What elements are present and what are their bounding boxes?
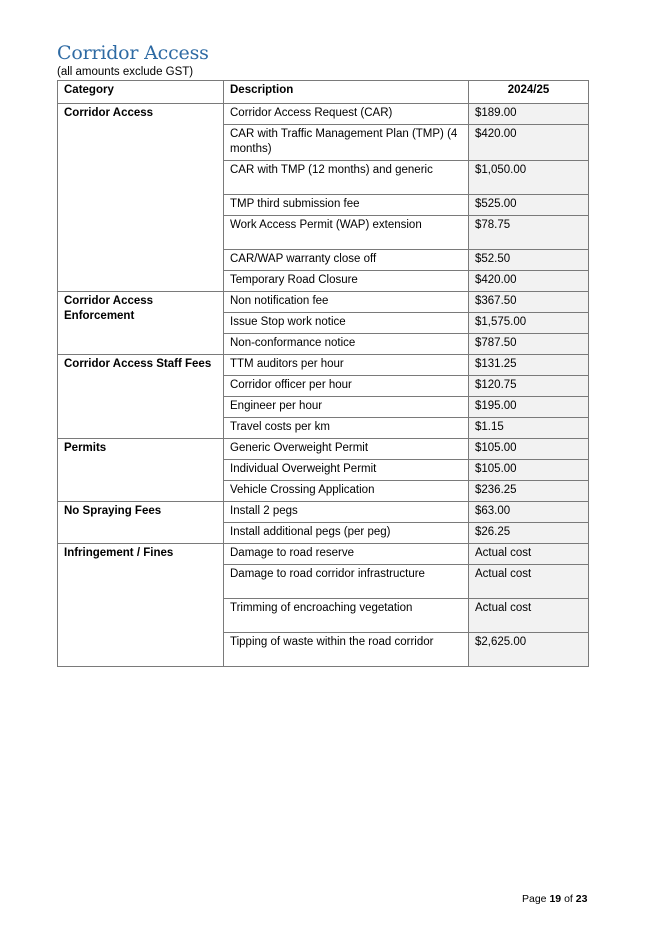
- description-cell: Non notification fee: [224, 292, 469, 313]
- fees-table-body: [58, 104, 589, 667]
- description-cell: Generic Overweight Permit: [224, 439, 469, 460]
- amount-cell: $105.00: [469, 460, 589, 481]
- category-cell: Corridor Access Staff Fees: [58, 355, 224, 439]
- amount-cell: $26.25: [469, 523, 589, 544]
- gst-note: (all amounts exclude GST): [57, 66, 194, 78]
- description-cell: CAR with Traffic Management Plan (TMP) (4 months): [224, 125, 469, 161]
- description-cell: TTM auditors per hour: [224, 355, 469, 376]
- description-cell: Work Access Permit (WAP) extension: [224, 216, 469, 250]
- amount-cell: $131.25: [469, 355, 589, 376]
- amount-cell: $63.00: [469, 502, 589, 523]
- description-cell: Tipping of waste within the road corridor: [224, 633, 469, 667]
- amount-cell: Actual cost: [469, 544, 589, 565]
- amount-cell: $367.50: [469, 292, 589, 313]
- amount-cell: Actual cost: [469, 599, 589, 633]
- description-cell: Non-conformance notice: [224, 334, 469, 355]
- amount-cell: $189.00: [469, 104, 589, 125]
- amount-cell: $105.00: [469, 439, 589, 460]
- description-cell: Install 2 pegs: [224, 502, 469, 523]
- amount-cell: $195.00: [469, 397, 589, 418]
- description-cell: Engineer per hour: [224, 397, 469, 418]
- description-cell: TMP third submission fee: [224, 195, 469, 216]
- page-number: 19: [549, 893, 562, 905]
- description-cell: Install additional pegs (per peg): [224, 523, 469, 544]
- fees-table: [57, 80, 589, 667]
- table-row: [58, 439, 589, 460]
- description-cell: Individual Overweight Permit: [224, 460, 469, 481]
- amount-cell: $52.50: [469, 250, 589, 271]
- category-cell: Corridor Access Enforcement: [58, 292, 224, 355]
- amount-cell: $78.75: [469, 216, 589, 250]
- header-category: Category: [58, 81, 224, 104]
- amount-cell: $787.50: [469, 334, 589, 355]
- amount-cell: Actual cost: [469, 565, 589, 599]
- table-header-row: [58, 81, 589, 104]
- category-cell: Corridor Access: [58, 104, 224, 292]
- amount-cell: $525.00: [469, 195, 589, 216]
- table-row: [58, 502, 589, 523]
- table-row: [58, 355, 589, 376]
- category-cell: Permits: [58, 439, 224, 502]
- description-cell: Corridor officer per hour: [224, 376, 469, 397]
- description-cell: CAR with TMP (12 months) and generic: [224, 161, 469, 195]
- amount-cell: $420.00: [469, 125, 589, 161]
- total-pages: 23: [575, 893, 588, 905]
- description-cell: Trimming of encroaching vegetation: [224, 599, 469, 633]
- table-row: [58, 104, 589, 125]
- header-year: 2024/25: [469, 81, 589, 104]
- description-cell: Corridor Access Request (CAR): [224, 104, 469, 125]
- amount-cell: $1.15: [469, 418, 589, 439]
- description-cell: Damage to road corridor infrastructure: [224, 565, 469, 599]
- description-cell: CAR/WAP warranty close off: [224, 250, 469, 271]
- category-cell: Infringement / Fines: [58, 544, 224, 667]
- page-label: Page: [522, 893, 547, 905]
- of-label: of: [564, 893, 573, 905]
- amount-cell: $2,625.00: [469, 633, 589, 667]
- amount-cell: $1,050.00: [469, 161, 589, 195]
- description-cell: Damage to road reserve: [224, 544, 469, 565]
- category-cell: No Spraying Fees: [58, 502, 224, 544]
- description-cell: Travel costs per km: [224, 418, 469, 439]
- page-title: Corridor Access: [57, 42, 209, 64]
- amount-cell: $120.75: [469, 376, 589, 397]
- table-row: [58, 544, 589, 565]
- table-row: [58, 292, 589, 313]
- page-footer: [522, 893, 587, 905]
- description-cell: Issue Stop work notice: [224, 313, 469, 334]
- amount-cell: $1,575.00: [469, 313, 589, 334]
- amount-cell: $236.25: [469, 481, 589, 502]
- description-cell: Vehicle Crossing Application: [224, 481, 469, 502]
- amount-cell: $420.00: [469, 271, 589, 292]
- description-cell: Temporary Road Closure: [224, 271, 469, 292]
- header-description: Description: [224, 81, 469, 104]
